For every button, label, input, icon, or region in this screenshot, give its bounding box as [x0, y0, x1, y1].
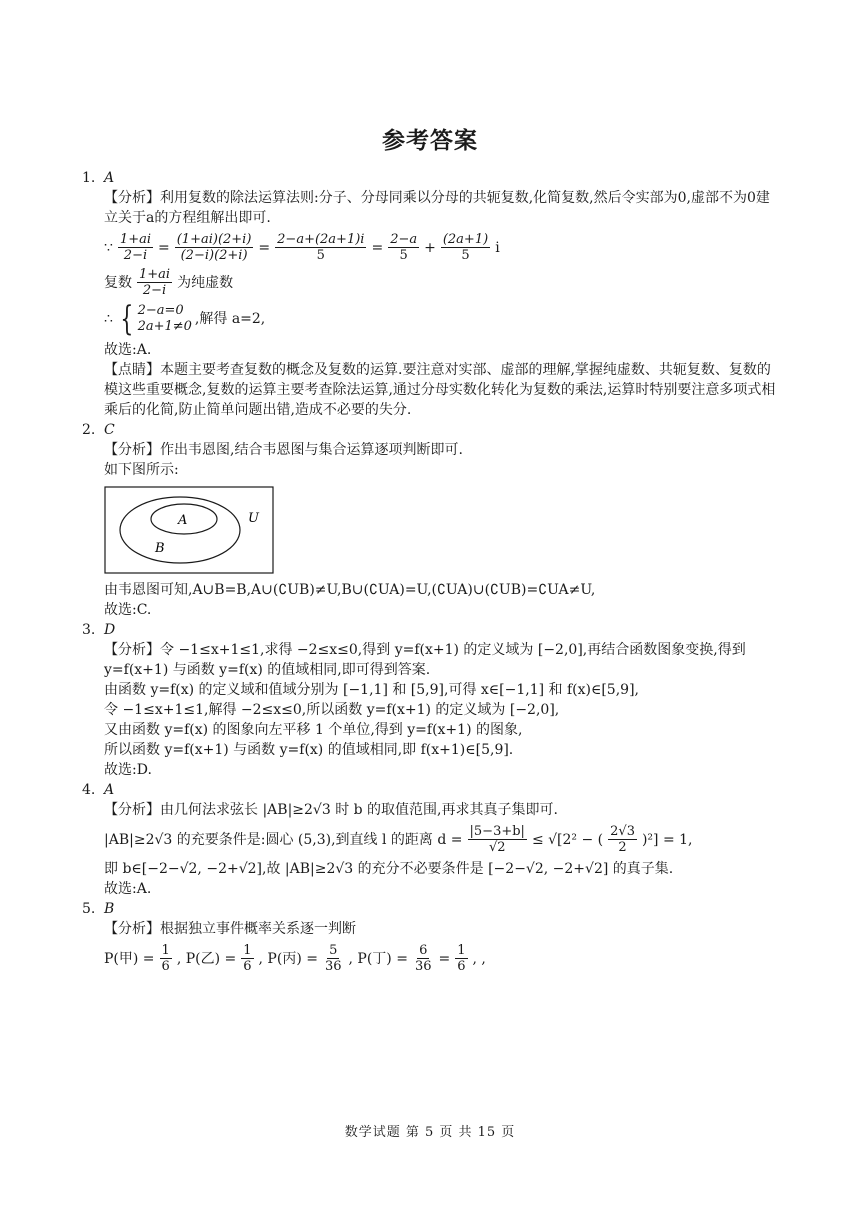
question-2-header [82, 420, 782, 440]
question-3-header [82, 620, 782, 640]
fraction: $\frac{1}{6}$ [457, 943, 466, 974]
comment-text: 【点睛】本题主要考查复数的概念及复数的运算.要注意对实部、虚部的理解,掌握纯虚数、共轭复数、复数的模这些重要概念,复数的运算主要考查除法运算,通过分母实数化转化为复数的乘法,运算时特别要注意多项式相乘后的化简,防止简单问题出错,造成不必要的失分. [104, 362, 776, 418]
conclusion-text: 由韦恩图可知,A∪B=B,A∪(∁UB)≠U,B∪(∁UA)=U,(∁UA)∪(∁UB)=∁UA≠U, [104, 582, 596, 598]
because-symbol: ∵ [104, 239, 113, 256]
question-answer: C [104, 422, 115, 438]
venn-diagram [104, 486, 274, 574]
fraction: $\frac{1+ai}{2-i}$ [119, 232, 151, 263]
fraction: $\frac{5}{36}$ [324, 943, 342, 974]
figure-intro: 如下图所示: [104, 462, 179, 478]
choice-text: 故选:C. [104, 602, 152, 618]
question-number: 1. [82, 170, 96, 186]
label-a: A [178, 513, 188, 528]
answer-content [82, 168, 782, 978]
analysis-text: 【分析】由几何法求弦长 |AB|≥2√3 时 b 的取值范围,再求其真子集即可. [104, 802, 558, 818]
fraction: $\frac{1+ai}{2-i}$ [139, 267, 171, 298]
fraction: $\frac{6}{36}$ [414, 943, 432, 974]
solution-line: 由函数 y=f(x) 的定义域和值域分别为 [−1,1] 和 [5,9],可得 x∈[−1,1] 和 f(x)∈[5,9], [104, 682, 639, 698]
question-1-body [82, 188, 782, 420]
fraction: $\frac{2√3}{2}$ [610, 824, 635, 855]
fraction: $\frac{|5-3+b|}{√2}$ [469, 824, 525, 855]
fraction: $\frac{(1+ai)(2+i)}{(2-i)(2+i)}$ [176, 232, 252, 263]
question-number: 5. [82, 901, 96, 917]
question-3-body [82, 640, 782, 780]
fraction: $\frac{2-a+(2a+1)i}{5}$ [277, 232, 365, 263]
universal-set-rect [105, 487, 273, 573]
label-b: B [155, 541, 165, 556]
choice-text: 故选:A. [104, 342, 152, 358]
choice-text: 故选:A. [104, 881, 152, 897]
pure-imaginary-line: 复数 $\frac{1+ai}{2-i}$ 为纯虚数 [104, 267, 234, 298]
solution-line: 即 b∈[−2−√2, −2+√2],故 |AB|≥2√3 的充分不必要条件是 [−2−√2, −2+√2] 的真子集. [104, 861, 674, 877]
set-b-ellipse [120, 497, 240, 563]
question-4-body [82, 800, 782, 899]
brace-icon: { [120, 299, 134, 339]
analysis-text: 【分析】根据独立事件概率关系逐一判断 [104, 921, 356, 937]
question-answer: A [104, 170, 115, 186]
fraction: $\frac{2-a}{5}$ [390, 232, 418, 263]
question-answer: D [104, 622, 116, 638]
solution-line: 令 −1≤x+1≤1,解得 −2≤x≤0,所以函数 y=f(x+1) 的定义域为 [−2,0], [104, 702, 560, 718]
question-5-header [82, 899, 782, 919]
question-5-body [82, 919, 782, 974]
solution-line: 所以函数 y=f(x+1) 与函数 y=f(x) 的值域相同,即 f(x+1)∈[5,9]. [104, 742, 514, 758]
question-answer: B [104, 901, 115, 917]
analysis-text: 【分析】利用复数的除法运算法则:分子、分母同乘以分母的共轭复数,化简复数,然后令实部为0,虚部不为0建立关于a的方程组解出即可. [104, 190, 770, 226]
choice-text: 故选:D. [104, 762, 152, 778]
question-number: 3. [82, 622, 96, 638]
question-answer: A [104, 782, 115, 798]
fraction: $\frac{(2a+1)}{5}$ [442, 232, 489, 263]
equation-system: ∴ { 2−a=0 2a+1≠0 ,解得 a=2, [104, 299, 266, 339]
question-number: 2. [82, 422, 96, 438]
analysis-text: 【分析】令 −1≤x+1≤1,求得 −2≤x≤0,得到 y=f(x+1) 的定义域为 [−2,0],再结合函数图象变换,得到 y=f(x+1) 与函数 y=f(x) 的值域相同,即可得到答案. [104, 642, 746, 678]
question-4-header [82, 780, 782, 800]
page-footer: 数学试题 第 5 页 共 15 页 [344, 1125, 516, 1140]
distance-condition: |AB|≥2√3 的充要条件是:圆心 (5,3),到直线 l 的距离 d = $\frac{|5-3+b|}{√2}$ ≤ √[2² − ( $\frac{2√3}{2}$ )²] = 1, [104, 824, 693, 855]
probability-line: P(甲) = $\frac{1}{6}$ , P(乙) = $\frac{1}{6}$ , P(丙) = $\frac{5}{36}$ , P(丁) = $\frac{6}{36}$ = $\frac{1}{6}$ , , [104, 943, 486, 974]
label-u: U [248, 511, 259, 526]
page-title: 参考答案 [382, 127, 478, 154]
question-2-body [82, 440, 782, 620]
solution-line: 又由函数 y=f(x) 的图象向左平移 1 个单位,得到 y=f(x+1) 的图象, [104, 722, 523, 738]
question-number: 4. [82, 782, 96, 798]
division-equation: ∵ $\frac{1+ai}{2-i}$ = $\frac{(1+ai)(2+i)}{(2-i)(2+i)}$ = $\frac{2-a+(2a+1)i}{5}$ = $\frac{2-a}{5}$ + $\frac{(2a+1)}{5}$ i [104, 232, 500, 263]
fraction: $\frac{1}{6}$ [243, 943, 252, 974]
question-1-header [82, 168, 782, 188]
analysis-text: 【分析】作出韦恩图,结合韦恩图与集合运算逐项判断即可. [104, 442, 463, 458]
fraction: $\frac{1}{6}$ [161, 943, 170, 974]
